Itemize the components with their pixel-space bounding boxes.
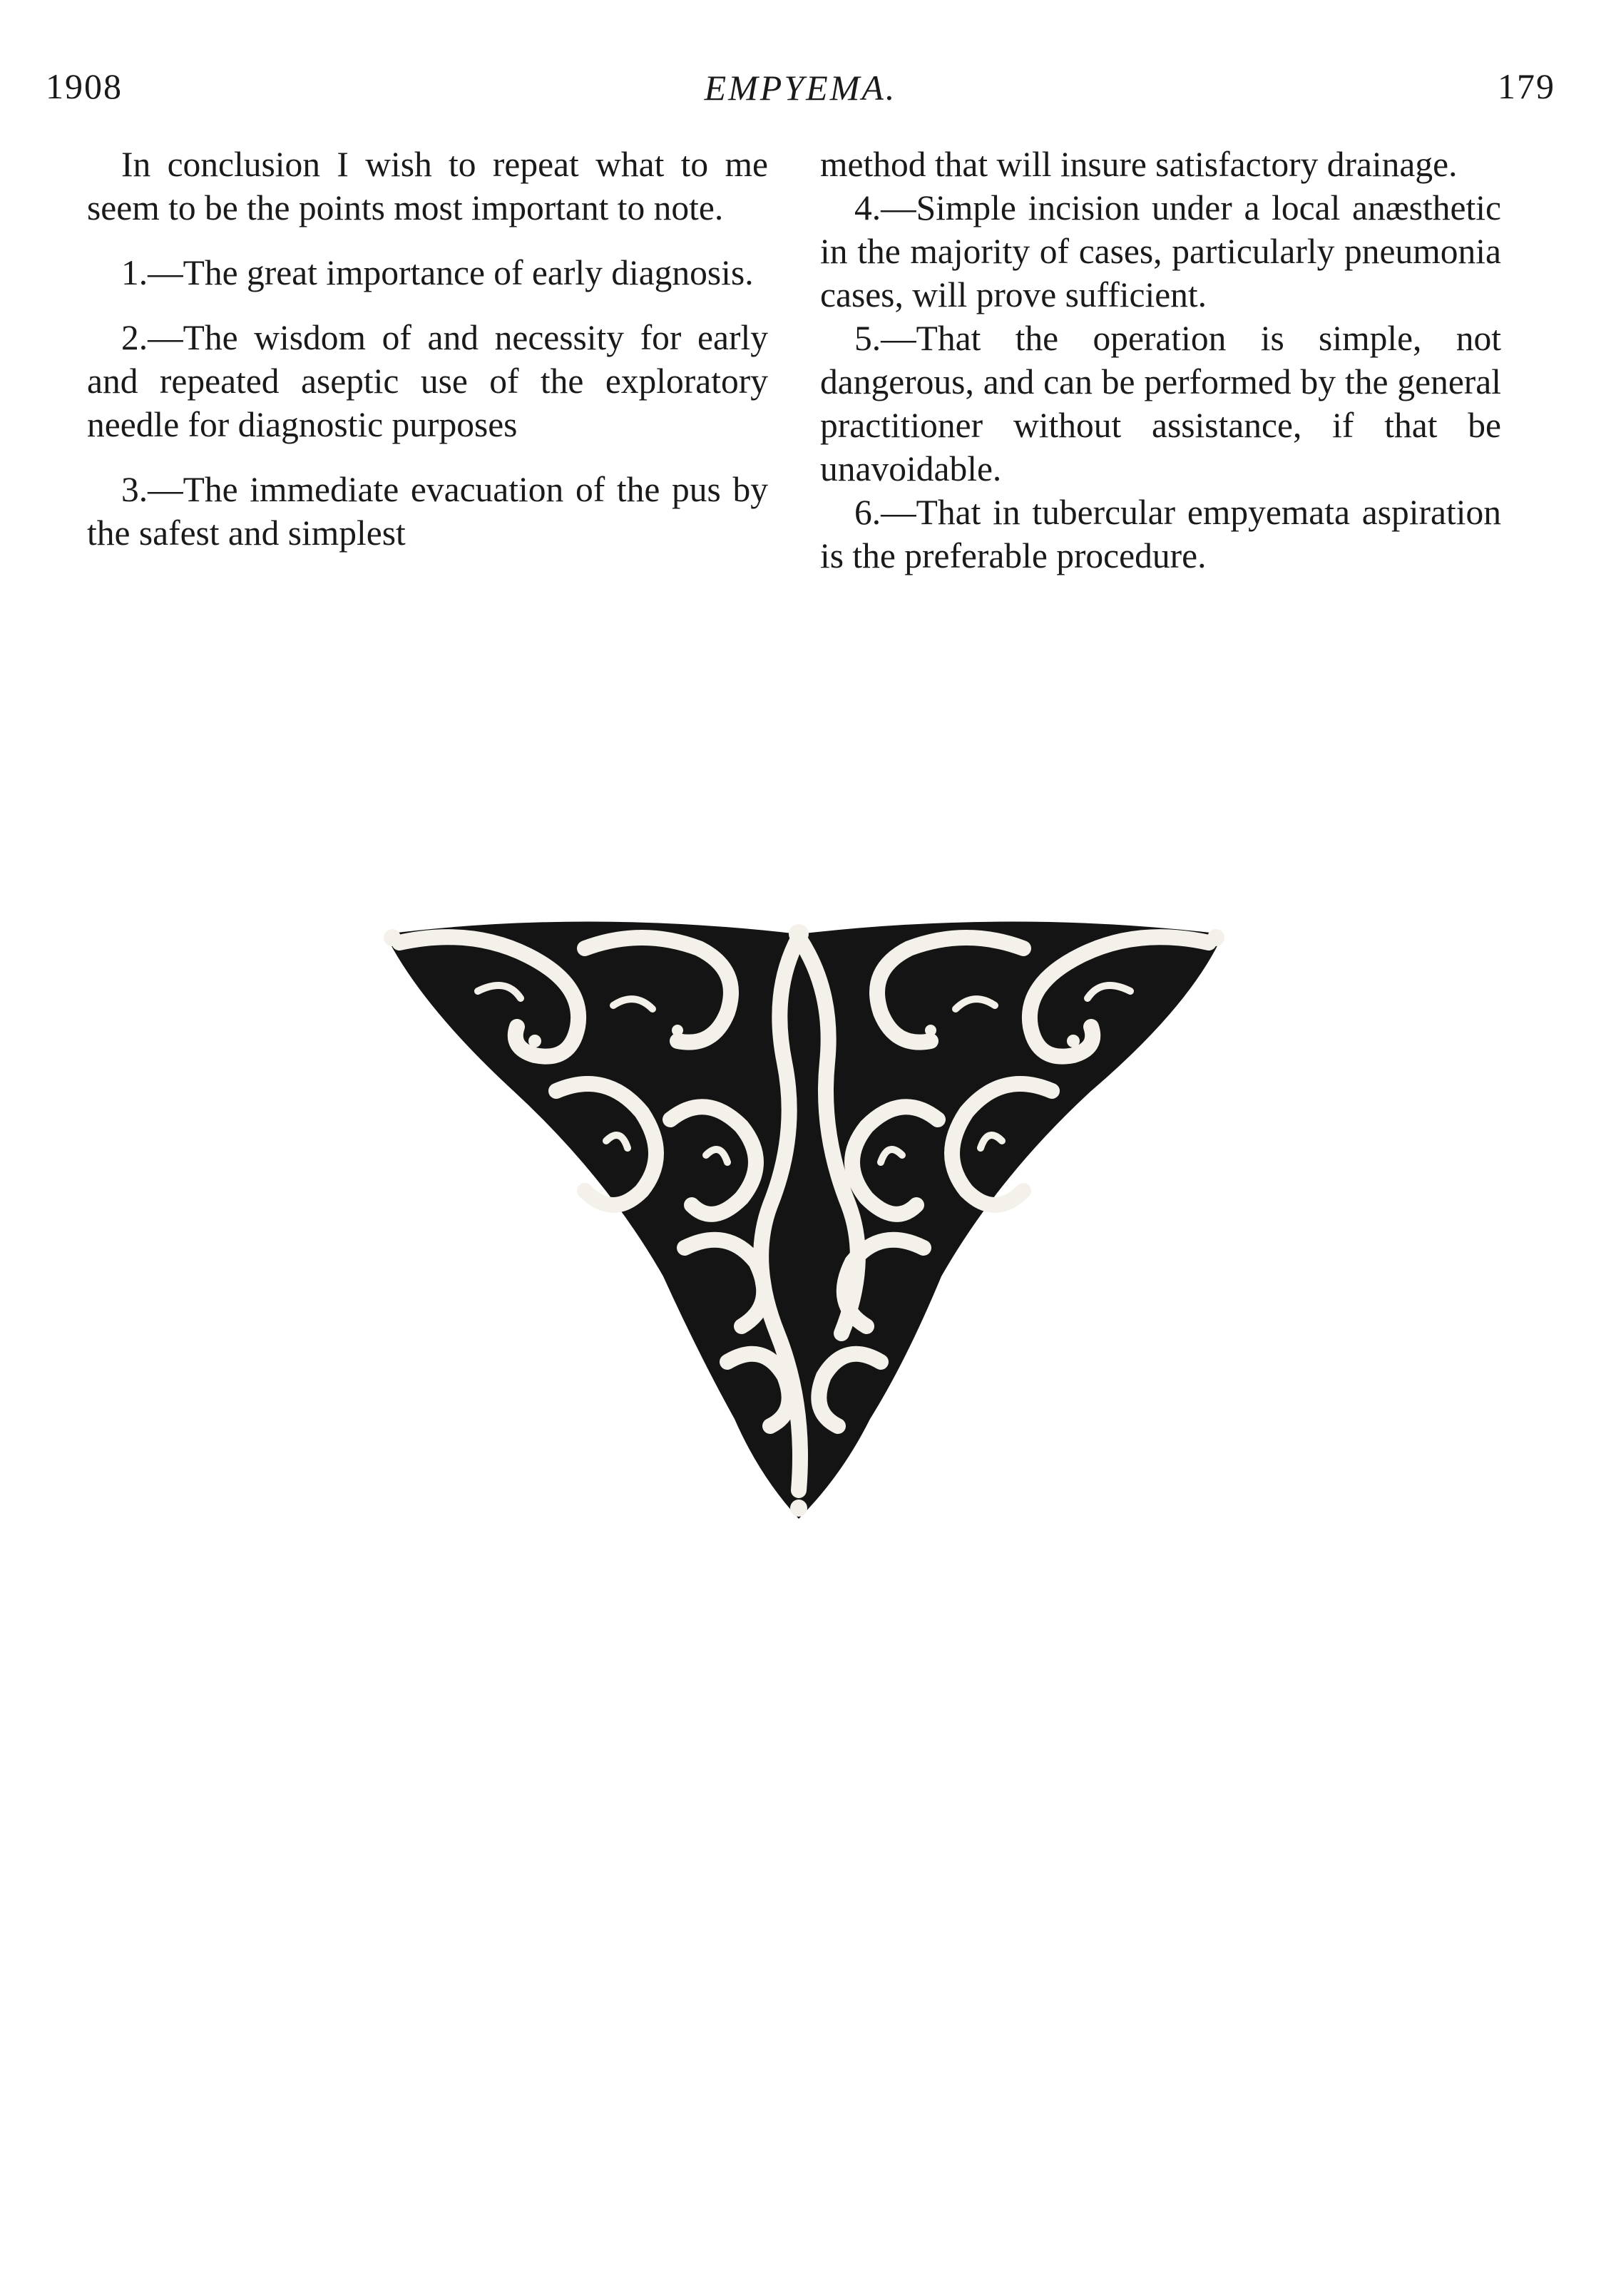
paragraph: In conclusion I wish to repeat what to me seem to be the points most important to note.	[87, 145, 768, 227]
paragraph: 1.—The great importance of early diagnosis.	[121, 253, 754, 292]
running-head	[46, 66, 1555, 116]
paragraph: 6.—That in tubercular empyemata aspiration is the preferable procedure.	[820, 493, 1501, 575]
header-title: EMPYEMA.	[704, 68, 897, 108]
paragraph: 4.—Simple incision under a local anæsthetic in the majority of cases, particularly pneumonia cases, will prove sufficient.	[820, 188, 1501, 314]
scroll-tailpiece-ornament-icon	[371, 906, 1237, 1526]
paragraph: method that will insure satisfactory drainage.	[820, 145, 1458, 184]
paragraph: 2.—The wisdom of and necessity for early and repeated aseptic use of the exploratory needle for diagnostic purposes	[87, 318, 768, 444]
paragraph: 5.—That the operation is simple, not dangerous, and can be performed by the general practitioner without assistance, if that be unavoidable.	[820, 319, 1501, 488]
right-column	[820, 143, 1501, 578]
header-year: 1908	[46, 66, 123, 106]
page-number: 179	[1498, 66, 1555, 106]
paragraph: 3.—The immediate evacuation of the pus by the safest and simplest	[87, 470, 768, 553]
left-column	[87, 143, 768, 555]
